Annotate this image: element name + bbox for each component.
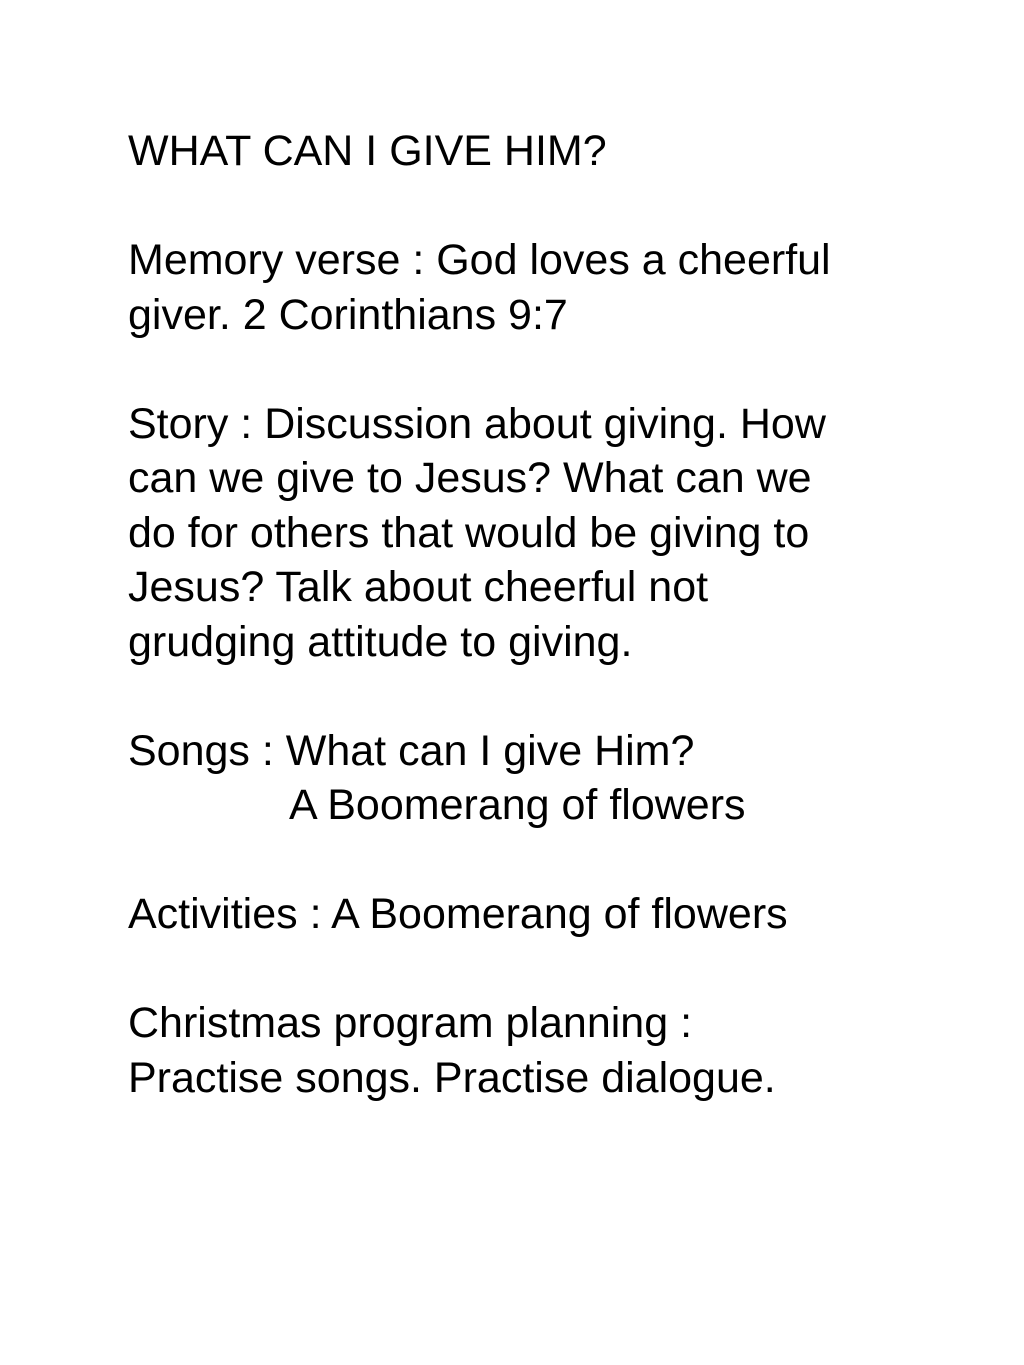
story-line: Jesus? Talk about cheerful not xyxy=(128,563,709,611)
story-section xyxy=(128,397,908,670)
spacer xyxy=(128,669,908,724)
story-line: grudging attitude to giving. xyxy=(128,617,633,666)
page-title: WHAT CAN I GIVE HIM? xyxy=(128,127,607,175)
story-line: can we give to Jesus? What can we xyxy=(128,454,812,502)
activities-section xyxy=(128,887,908,942)
christmas-program-section xyxy=(128,996,908,1105)
christmas-program-line: Christmas program planning : xyxy=(128,999,693,1047)
songs-line-indented: A Boomerang of flowers xyxy=(289,781,746,829)
lesson-plan-text xyxy=(128,124,908,1105)
songs-section xyxy=(128,724,908,833)
songs-line: Songs : What can I give Him? xyxy=(128,726,695,775)
memory-verse-section xyxy=(128,233,908,342)
spacer xyxy=(128,179,908,234)
spacer xyxy=(128,942,908,997)
spacer xyxy=(128,342,908,397)
story-line: do for others that would be giving to xyxy=(128,508,810,557)
activities-line: Activities : A Boomerang of flowers xyxy=(128,890,788,938)
story-line: Story : Discussion about giving. How xyxy=(128,399,826,448)
christmas-program-line: Practise songs. Practise dialogue. xyxy=(128,1053,776,1102)
memory-verse-line: Memory verse : God loves a cheerful xyxy=(128,236,831,284)
spacer xyxy=(128,833,908,888)
memory-verse-line: giver. 2 Corinthians 9:7 xyxy=(128,290,568,339)
